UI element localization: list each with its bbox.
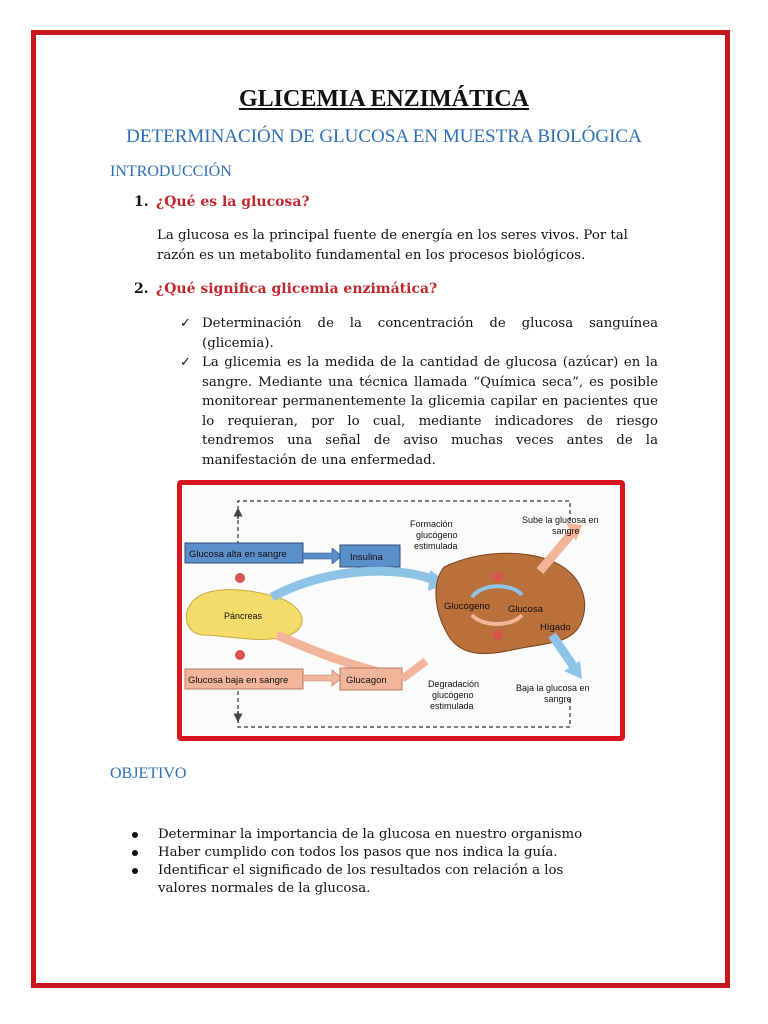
formacion-label-3: estimulada [414, 541, 458, 551]
bullet-icon [132, 832, 138, 838]
objective-item-text: Determinar la importancia de la glucosa en nuestro organismo [158, 827, 583, 842]
feedback-top-line [238, 501, 570, 545]
check-item [180, 314, 658, 353]
glucosa-label: Glucosa [508, 604, 543, 615]
objective-item [132, 862, 612, 898]
higado-label: Hígado [540, 622, 571, 633]
glucagon-label: Glucagon [346, 675, 387, 686]
objective-item-text: Identificar el significado de los resultados con relación a los valores normales de la glucosa. [158, 863, 564, 896]
increase-icon [235, 573, 245, 583]
answer-2-checklist [180, 314, 658, 470]
increase-icon [493, 572, 503, 582]
arrow-to-insulina [303, 548, 342, 564]
check-item-text: La glicemia es la medida de la cantidad de glucosa (azúcar) en la sangre. Mediante una técnica llamada “Química seca”, es posible monitorear permanentemente la glicemia capilar en pacientes que lo requieran, por lo cual, mediante indicadores de riesgo tendremos una señal de aviso muchas veces antes de la manifestación de una enfermedad. [202, 355, 658, 468]
feedback-bottom-line [238, 691, 570, 727]
objective-item [132, 844, 612, 862]
insulina-label: Insulina [350, 552, 383, 563]
increase-icon [235, 650, 245, 660]
formacion-label-2: glucógeno [416, 530, 458, 540]
page-subtitle: DETERMINACIÓN DE GLUCOSA EN MUESTRA BIOLÓGICA [126, 126, 642, 147]
question-1 [134, 194, 310, 210]
degradacion-label-1: Degradación [428, 679, 480, 689]
pancreas-label: Páncreas [224, 611, 263, 621]
diagram-svg [182, 485, 620, 736]
question-2 [134, 281, 437, 297]
question-2-text: ¿Qué significa glicemia enzimática? [156, 281, 438, 297]
increase-icon [493, 630, 503, 640]
intro-heading: INTRODUCCIÓN [110, 163, 232, 180]
sube-label-2: sangre [552, 526, 580, 536]
glucogeno-label: Glucógeno [444, 601, 490, 612]
sube-label-1: Sube la glucosa en [522, 515, 599, 525]
question-2-number: 2. [134, 281, 149, 297]
objective-heading: OBJETIVO [110, 765, 187, 782]
check-item [180, 353, 658, 470]
degradacion-label-2: glucógeno [432, 690, 474, 700]
glucosa-baja-label: Glucosa baja en sangre [188, 675, 289, 686]
salmon-curve-arrow [277, 635, 382, 673]
question-1-text: ¿Qué es la glucosa? [156, 194, 310, 210]
question-1-number: 1. [134, 194, 149, 210]
checkmark-icon: ✓ [180, 355, 191, 370]
objective-item-text: Haber cumplido con todos los pasos que nos indica la guía. [158, 845, 558, 860]
objective-item [132, 826, 612, 844]
blue-curve-arrow [272, 571, 434, 597]
glucosa-alta-label: Glucosa alta en sangre [189, 549, 287, 560]
bullet-icon [132, 868, 138, 874]
objectives-list [132, 826, 612, 898]
checkmark-icon: ✓ [180, 316, 191, 331]
page-title: GLICEMIA ENZIMÁTICA [238, 86, 530, 112]
formacion-label-1: Formación [410, 519, 453, 529]
baja-label-1: Baja la glucosa en [516, 683, 590, 693]
glucagon-to-liver-arrow [402, 661, 426, 679]
check-item-text: Determinación de la concentración de glucosa sanguínea (glicemia). [202, 316, 658, 351]
glucose-regulation-diagram [177, 480, 625, 741]
arrow-to-glucagon [303, 670, 342, 686]
answer-1-paragraph: La glucosa es la principal fuente de energía en los seres vivos. Por tal razón es un metabolito fundamental en los procesos biológicos. [157, 228, 628, 263]
degradacion-label-3: estimulada [430, 701, 474, 711]
bullet-icon [132, 850, 138, 856]
baja-label-2: sangre [544, 694, 572, 704]
